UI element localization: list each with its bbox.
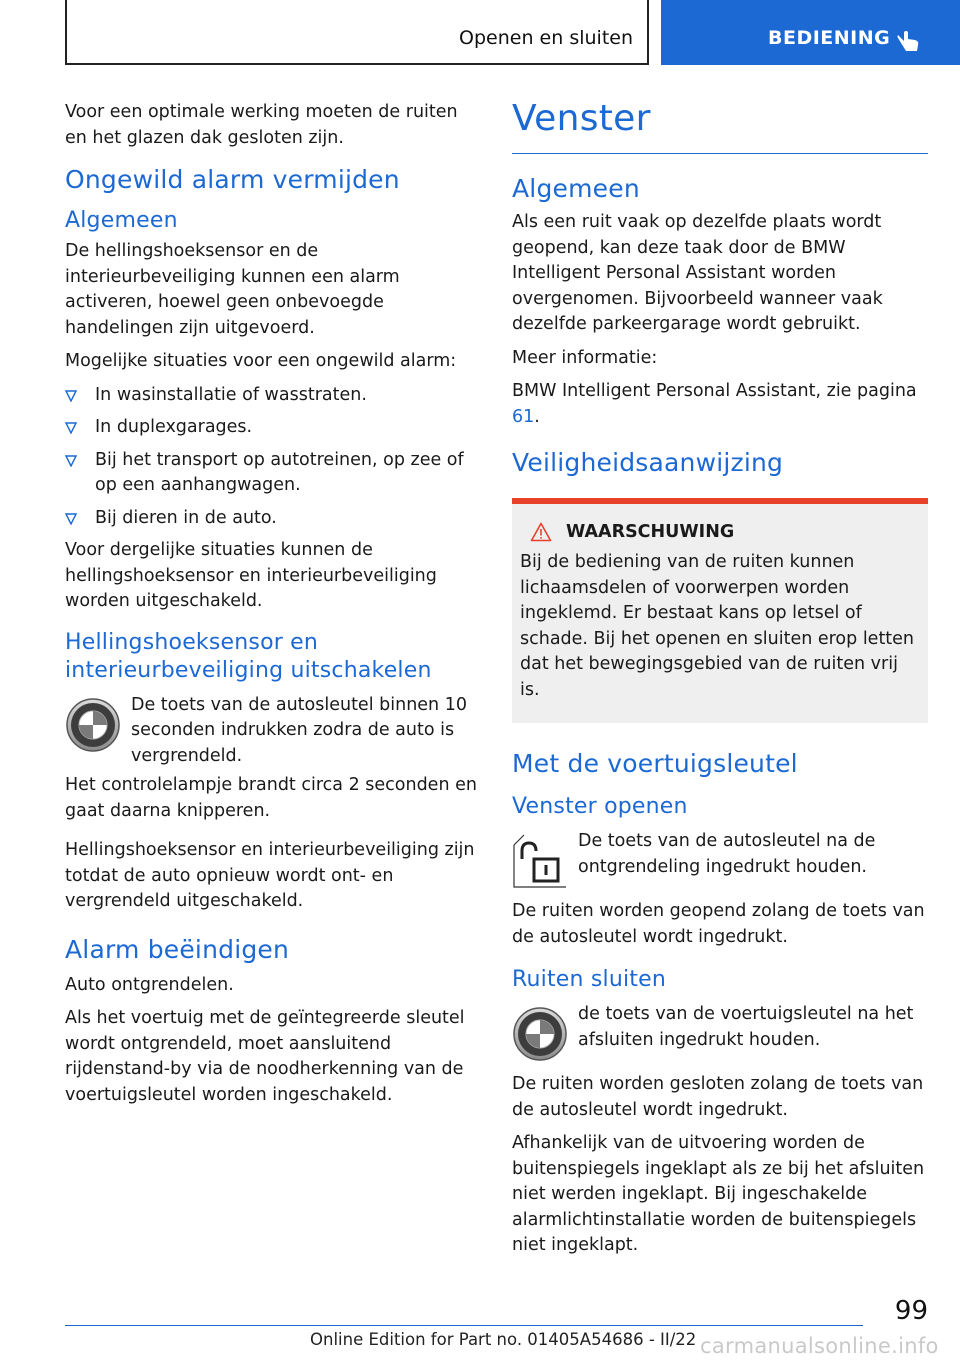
footer-edition: Online Edition for Part no. 01405A54686 - II/22 xyxy=(310,1330,697,1349)
list-item xyxy=(65,506,477,532)
header-chapter-title: BEDIENING xyxy=(768,27,891,49)
lamp-text: Het controlelampje brandt circa 2 seconden en gaat daarna knipperen. xyxy=(65,775,477,821)
footer-divider xyxy=(65,1325,863,1326)
pointing-hand-icon xyxy=(895,27,921,53)
close-result-text: De ruiten worden gesloten zolang de toets van de autosleutel wordt ingedrukt. xyxy=(512,1074,924,1120)
open-heading: Venster openen xyxy=(512,794,688,819)
header-chapter-tab[interactable] xyxy=(661,0,960,65)
safety-heading: Veiligheidsaanwijzing xyxy=(512,448,784,477)
general-heading-right: Algemeen xyxy=(512,174,640,203)
page-link-61[interactable]: 61 xyxy=(512,406,535,427)
alarm-heading: Ongewild alarm vermijden xyxy=(65,165,400,194)
close-heading: Ruiten sluiten xyxy=(512,967,666,992)
more-info-text: Meer informatie: xyxy=(512,347,658,368)
list-item-text: In wasinstallatie of wasstraten. xyxy=(95,384,367,405)
end-alarm-text-1: Auto ontgrendelen. xyxy=(65,974,234,995)
list-item-text: In duplexgarages. xyxy=(95,417,253,437)
deactivate-heading: Hellingshoeksensor en interieurbeveiliging uitschakelen xyxy=(65,629,432,683)
deactivate-hint: Voor dergelijke situaties kunnen de hellingshoeksensor en interieurbeveiliging worden uitgeschakeld. xyxy=(65,540,437,611)
list-item xyxy=(65,415,477,441)
watermark: carmanualsonline.info xyxy=(700,1334,939,1358)
bmw-logo-key-icon xyxy=(65,697,121,753)
general-text-left: De hellingshoeksensor en de interieurbeveiliging kunnen een alarm activeren, hoewel geen onbevoegde handelingen zijn uitgevoerd. xyxy=(65,241,400,338)
end-alarm-heading: Alarm beëindigen xyxy=(65,934,290,964)
assistant-ref-suffix: . xyxy=(534,406,540,427)
intro-text: Voor een optimale werking moeten de ruiten en het glazen dak gesloten zijn. xyxy=(65,102,458,148)
deactivate-key-text: De toets van de autosleutel binnen 10 seconden indrukken zodra de auto is vergrendeld. xyxy=(131,694,467,766)
open-result-text: De ruiten worden geopend zolang de toets van de autosleutel wordt ingedrukt. xyxy=(512,901,925,947)
warning-box xyxy=(512,498,928,723)
warning-text: Bij de bediening van de ruiten kunnen lichaamsdelen of voorwerpen worden ingeklemd. Er bestaat kans op letsel of schade. Bij het openen en sluiten erop letten dat het bewegingsgebied van de ruiten vrij is. xyxy=(520,552,915,700)
list-item xyxy=(65,448,477,499)
close-key-row xyxy=(512,1002,928,1062)
general-text-right: Als een ruit vaak op dezelfde plaats wordt geopend, kan deze taak door de BMW Intelligent Personal Assistant worden overgenomen. Bijvoorbeeld wanneer vaak dezelfde parkeergarage wordt gebruikt. xyxy=(512,212,883,334)
warning-title-row xyxy=(530,522,920,542)
situations-text: Mogelijke situaties voor een ongewild alarm: xyxy=(65,351,457,371)
until-text: Hellingshoeksensor en interieurbeveiliging zijn totdat de auto opnieuw wordt ont- en vergrendeld uitgeschakeld. xyxy=(65,840,475,911)
window-heading: Venster xyxy=(512,98,928,154)
deactivate-key-row xyxy=(65,693,477,770)
left-column xyxy=(65,100,477,1116)
bmw-logo-key-icon xyxy=(512,1006,568,1062)
triangle-bullet-icon xyxy=(65,422,77,434)
end-alarm-text-2: Als het voertuig met de geïntegreerde sleutel wordt ontgrendeld, moet aansluitend rijdenstand-by via de noodherkenning van de voertuigsleutel worden ingeschakeld. xyxy=(65,1008,465,1105)
general-heading-left: Algemeen xyxy=(65,208,178,233)
triangle-bullet-icon xyxy=(65,513,77,525)
close-key-text: de toets van de voertuigsleutel na het afsluiten ingedrukt houden. xyxy=(578,1004,914,1050)
mirror-text: Afhankelijk van de uitvoering worden de buitenspiegels ingeklapt als ze bij het afsluiten niet werden ingeklapt. Bij ingeschakelde alarmlichtinstallatie worden de buitenspiegels niet ingeklapt. xyxy=(512,1133,925,1255)
warning-title: WAARSCHUWING xyxy=(566,522,735,542)
list-item-text: Bij dieren in de auto. xyxy=(95,507,277,528)
header-section-box xyxy=(65,0,649,65)
assistant-reference xyxy=(512,379,928,430)
warning-triangle-icon xyxy=(530,522,552,542)
assistant-ref-prefix: BMW Intelligent Personal Assistant, zie pagina xyxy=(512,381,917,401)
triangle-bullet-icon xyxy=(65,390,77,402)
open-key-text: De toets van de autosleutel na de ontgrendeling ingedrukt houden. xyxy=(578,831,876,877)
list-item-text: Bij het transport op autotreinen, op zee of op een aanhangwagen. xyxy=(95,449,464,495)
unlock-icon xyxy=(512,833,568,889)
situations-list xyxy=(65,383,477,532)
right-column xyxy=(512,100,928,1267)
page-number: 99 xyxy=(894,1296,928,1326)
list-item xyxy=(65,383,477,409)
key-heading: Met de voertuigsleutel xyxy=(512,749,798,778)
header-section-title: Openen en sluiten xyxy=(459,27,633,49)
triangle-bullet-icon xyxy=(65,455,77,467)
open-key-row xyxy=(512,829,928,889)
